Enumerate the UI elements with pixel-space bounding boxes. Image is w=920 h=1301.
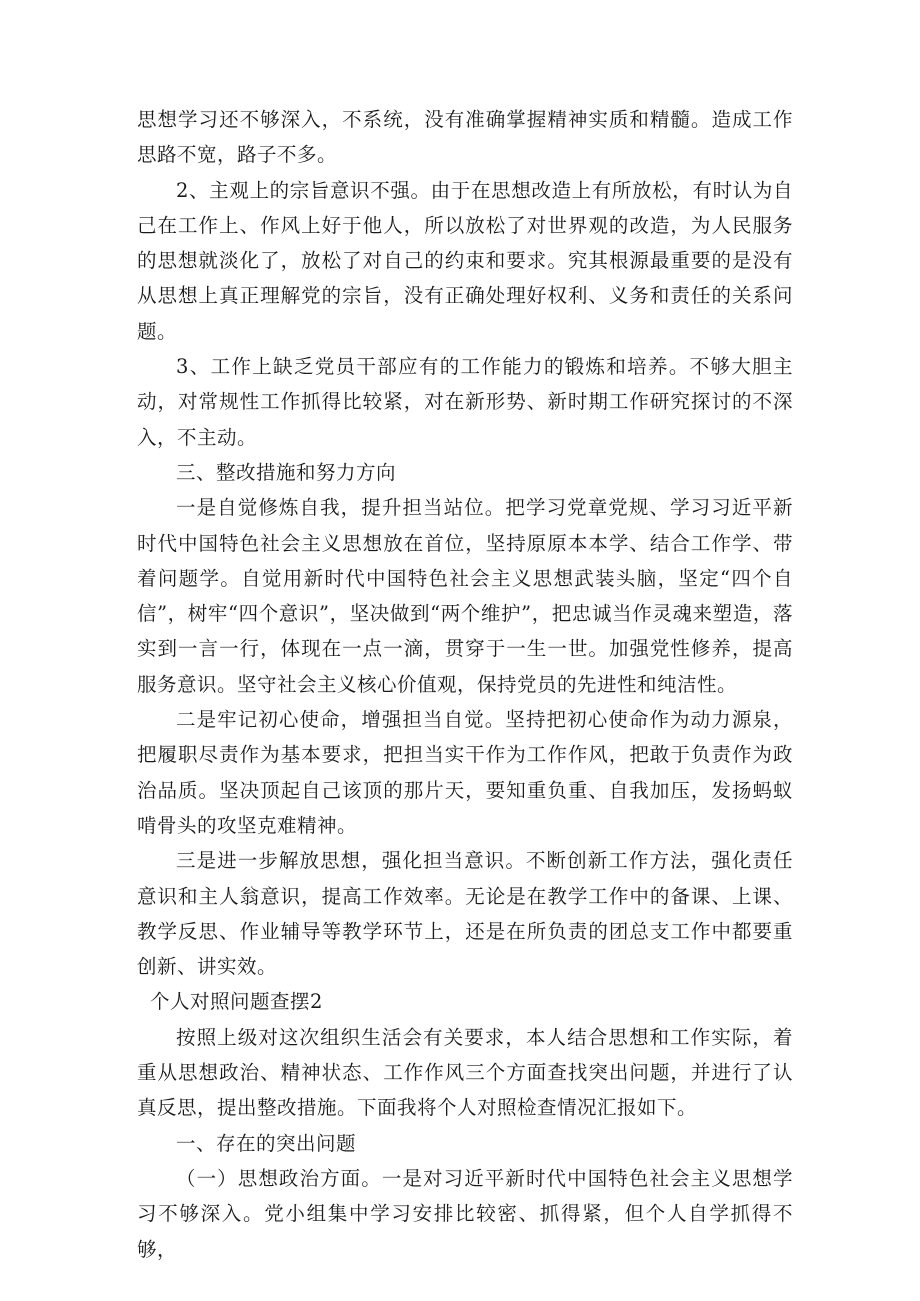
paragraph-ideology: （一）思想政治方面。一是对习近平新时代中国特色社会主义思想学习不够深入。党小组集中学习安排比较密、抓得紧，但个人自学抓得不够， [137, 1166, 793, 1261]
paragraph-mission: 二是牢记初心使命，增强担当自觉。坚持把初心使命作为动力源泉，把履职尽责作为基本要求，把担当实干作为工作作风，把敢于负责作为政治品质。坚决顶起自己该顶的那片天，要知重负重、自我加压，发扬蚂蚁啃骨头的攻坚克难精神。 [137, 708, 793, 837]
document-body [137, 102, 793, 1267]
paragraph-purpose-awareness: 2、主观上的宗旨意识不强。由于在思想改造上有所放松，有时认为自己在工作上、作风上好于他人，所以放松了对世界观的改造，为人民服务的思想就淡化了，放松了对自己的约束和要求。究其根源最重要的是没有从思想上真正理解党的宗旨，没有正确处理好权利、义务和责任的关系问题。 [137, 178, 793, 343]
paragraph-intro: 按照上级对这次组织生活会有关要求，本人结合思想和工作实际，着重从思想政治、精神状态、工作作风三个方面查找突出问题，并进行了认真反思，提出整改措施。下面我将个人对照检查情况汇报如下。 [137, 1025, 793, 1120]
paragraph-emancipate-mind: 三是进一步解放思想，强化担当意识。不断创新工作方法，强化责任意识和主人翁意识，提高工作效率。无论是在教学工作中的备课、上课、教学反思、作业辅导等教学环节上，还是在所负责的团总支工作中都要重创新、讲实效。 [137, 849, 793, 979]
section-heading-rectification: 三、整改措施和努力方向 [176, 460, 397, 484]
section-heading-problems: 一、存在的突出问题 [176, 1131, 357, 1155]
paragraph-work-ability: 3、工作上缺乏党员干部应有的工作能力的锻炼和培养。不够大胆主动，对常规性工作抓得比较紧，对在新形势、新时期工作研究探讨的不深入，不主动。 [137, 355, 793, 449]
paragraph-self-cultivation: 一是自觉修炼自我，提升担当站位。把学习党章党规、学习习近平新时代中国特色社会主义思想放在首位，坚持原原本本学、结合工作学、带着问题学。自觉用新时代中国特色社会主义思想武装头脑，坚定“四个自信”，树牢“四个意识”，坚决做到“两个维护”，把忠诚当作灵魂来塑造，落实到一言一行，体现在一点一滴，贯穿于一生一世。加强党性修养，提高服务意识。坚守社会主义核心价值观，保持党员的先进性和纯洁性。 [137, 496, 793, 696]
paragraph-study-depth: 思想学习还不够深入，不系统，没有准确掌握精神实质和精髓。造成工作思路不宽，路子不多。 [137, 108, 793, 167]
section-title-review-2: 个人对照问题查摆2 [150, 990, 323, 1014]
